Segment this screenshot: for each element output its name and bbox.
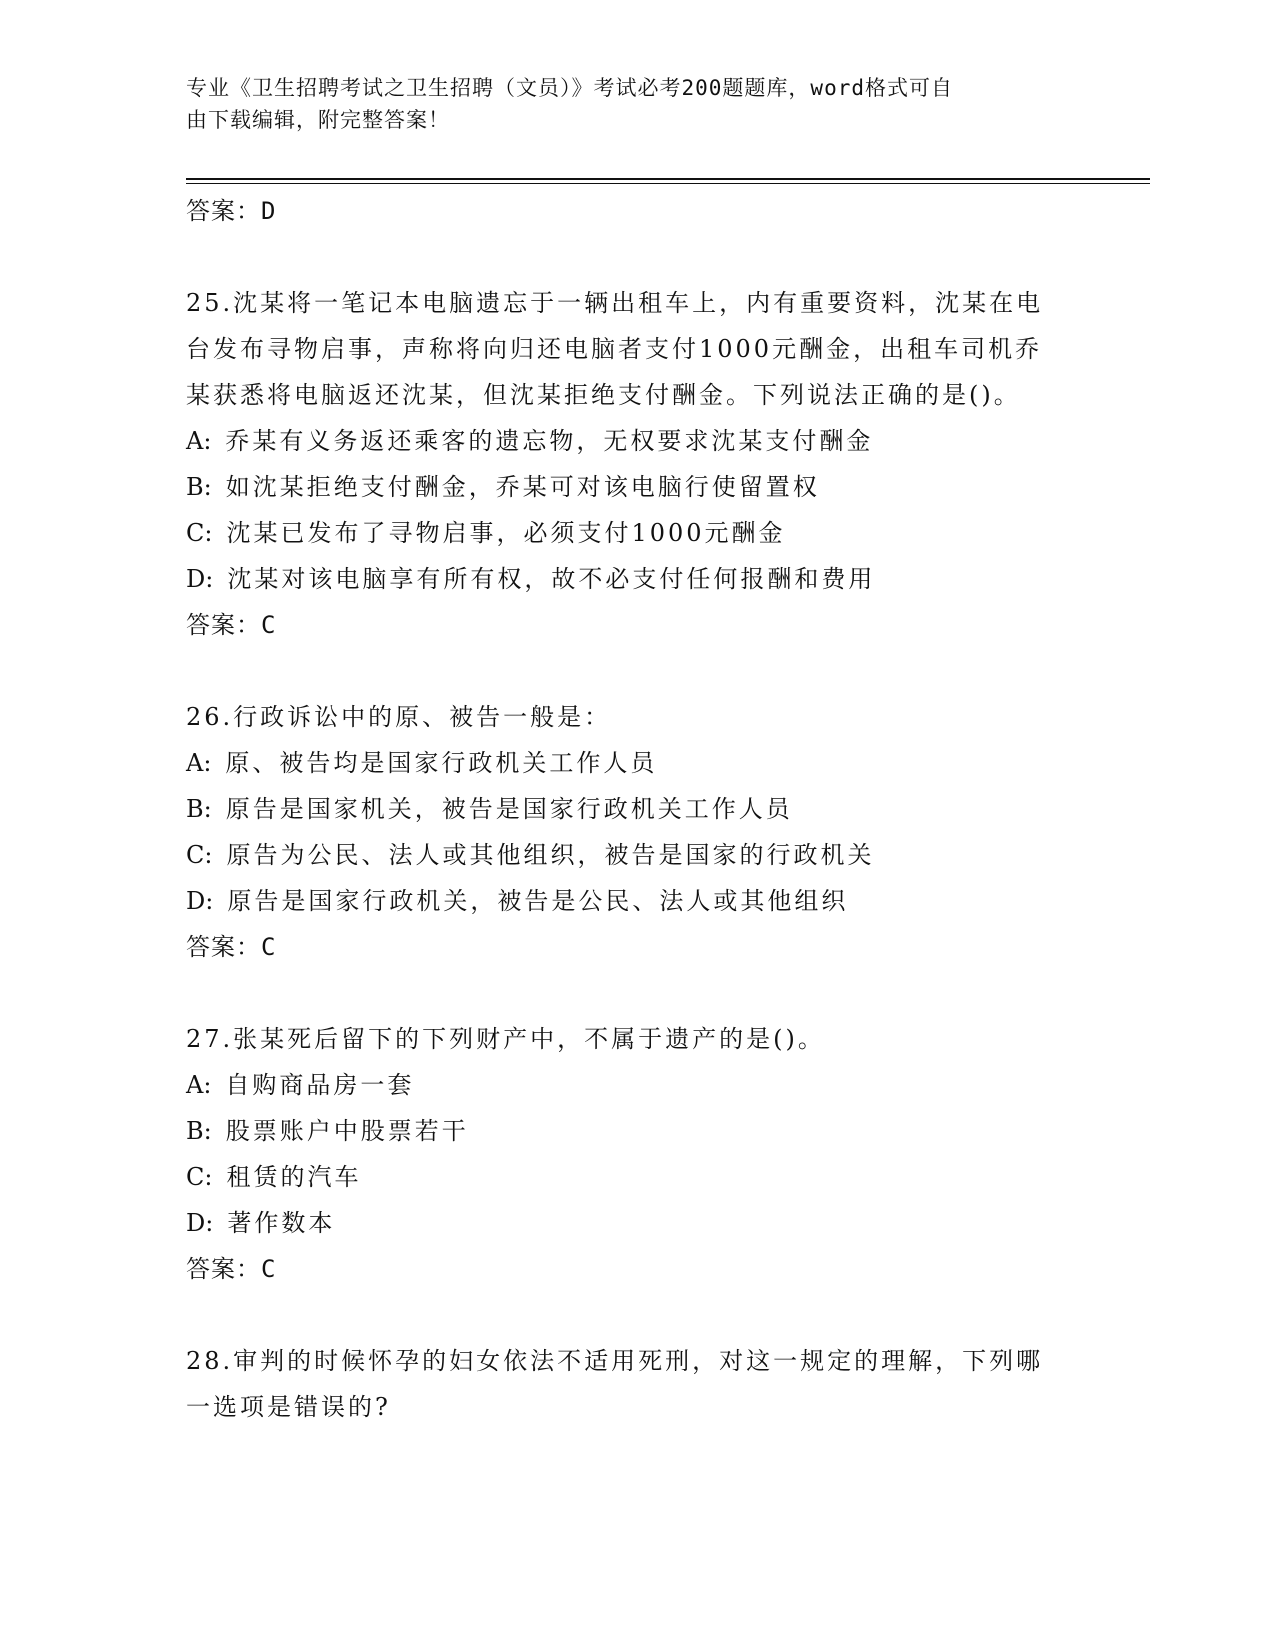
question-26-option-c: C: 原告为公民、法人或其他组织，被告是国家的行政机关 — [186, 841, 875, 869]
question-27-text: 27.张某死后留下的下列财产中，不属于遗产的是()。 — [186, 1025, 825, 1053]
question-26-text: 26.行政诉讼中的原、被告一般是： — [186, 703, 612, 731]
question-26-option-a: A: 原、被告均是国家行政机关工作人员 — [186, 749, 658, 777]
question-27-option-d: D: 著作数本 — [186, 1209, 336, 1237]
question-25-option-b: B: 如沈某拒绝支付酬金，乔某可对该电脑行使留置权 — [186, 473, 820, 501]
question-25-answer: 答案：C — [186, 611, 277, 639]
header-line-2: 由下载编辑，附完整答案！ — [186, 108, 450, 132]
question-27-answer: 答案：C — [186, 1255, 277, 1283]
document-body — [186, 188, 1066, 1430]
document-header — [186, 72, 1066, 136]
question-25-option-c: C: 沈某已发布了寻物启事，必须支付1000元酬金 — [186, 519, 786, 547]
answer-value: D — [261, 197, 277, 225]
question-27-option-b: B: 股票账户中股票若干 — [186, 1117, 469, 1145]
question-26-answer: 答案：C — [186, 933, 277, 961]
question-25-text: 25.沈某将一笔记本电脑遗忘于一辆出租车上，内有重要资料，沈某在电台发布寻物启事，声称将向归还电脑者支付1000元酬金，出租车司机乔某获悉将电脑返还沈某，但沈某拒绝支付酬金。下列说法正确的是()。 — [186, 289, 1044, 409]
question-25-option-a: A: 乔某有义务返还乘客的遗忘物，无权要求沈某支付酬金 — [186, 427, 874, 455]
answer-line — [186, 188, 1066, 234]
question-26-option-d: D: 原告是国家行政机关，被告是公民、法人或其他组织 — [186, 887, 849, 915]
header-line-1: 专业《卫生招聘考试之卫生招聘（文员）》考试必考200题题库，word格式可自 — [186, 76, 953, 100]
question-27-option-c: C: 租赁的汽车 — [186, 1163, 362, 1191]
question-28-text: 28.审判的时候怀孕的妇女依法不适用死刑，对这一规定的理解，下列哪一选项是错误的? — [186, 1347, 1044, 1421]
question-26-option-b: B: 原告是国家机关，被告是国家行政机关工作人员 — [186, 795, 793, 823]
question-27-option-a: A: 自购商品房一套 — [186, 1071, 415, 1099]
answer-label: 答案： — [186, 197, 261, 225]
header-rule-thin — [186, 183, 1150, 184]
header-rule — [186, 178, 1150, 180]
question-25-option-d: D: 沈某对该电脑享有所有权，故不必支付任何报酬和费用 — [186, 565, 876, 593]
